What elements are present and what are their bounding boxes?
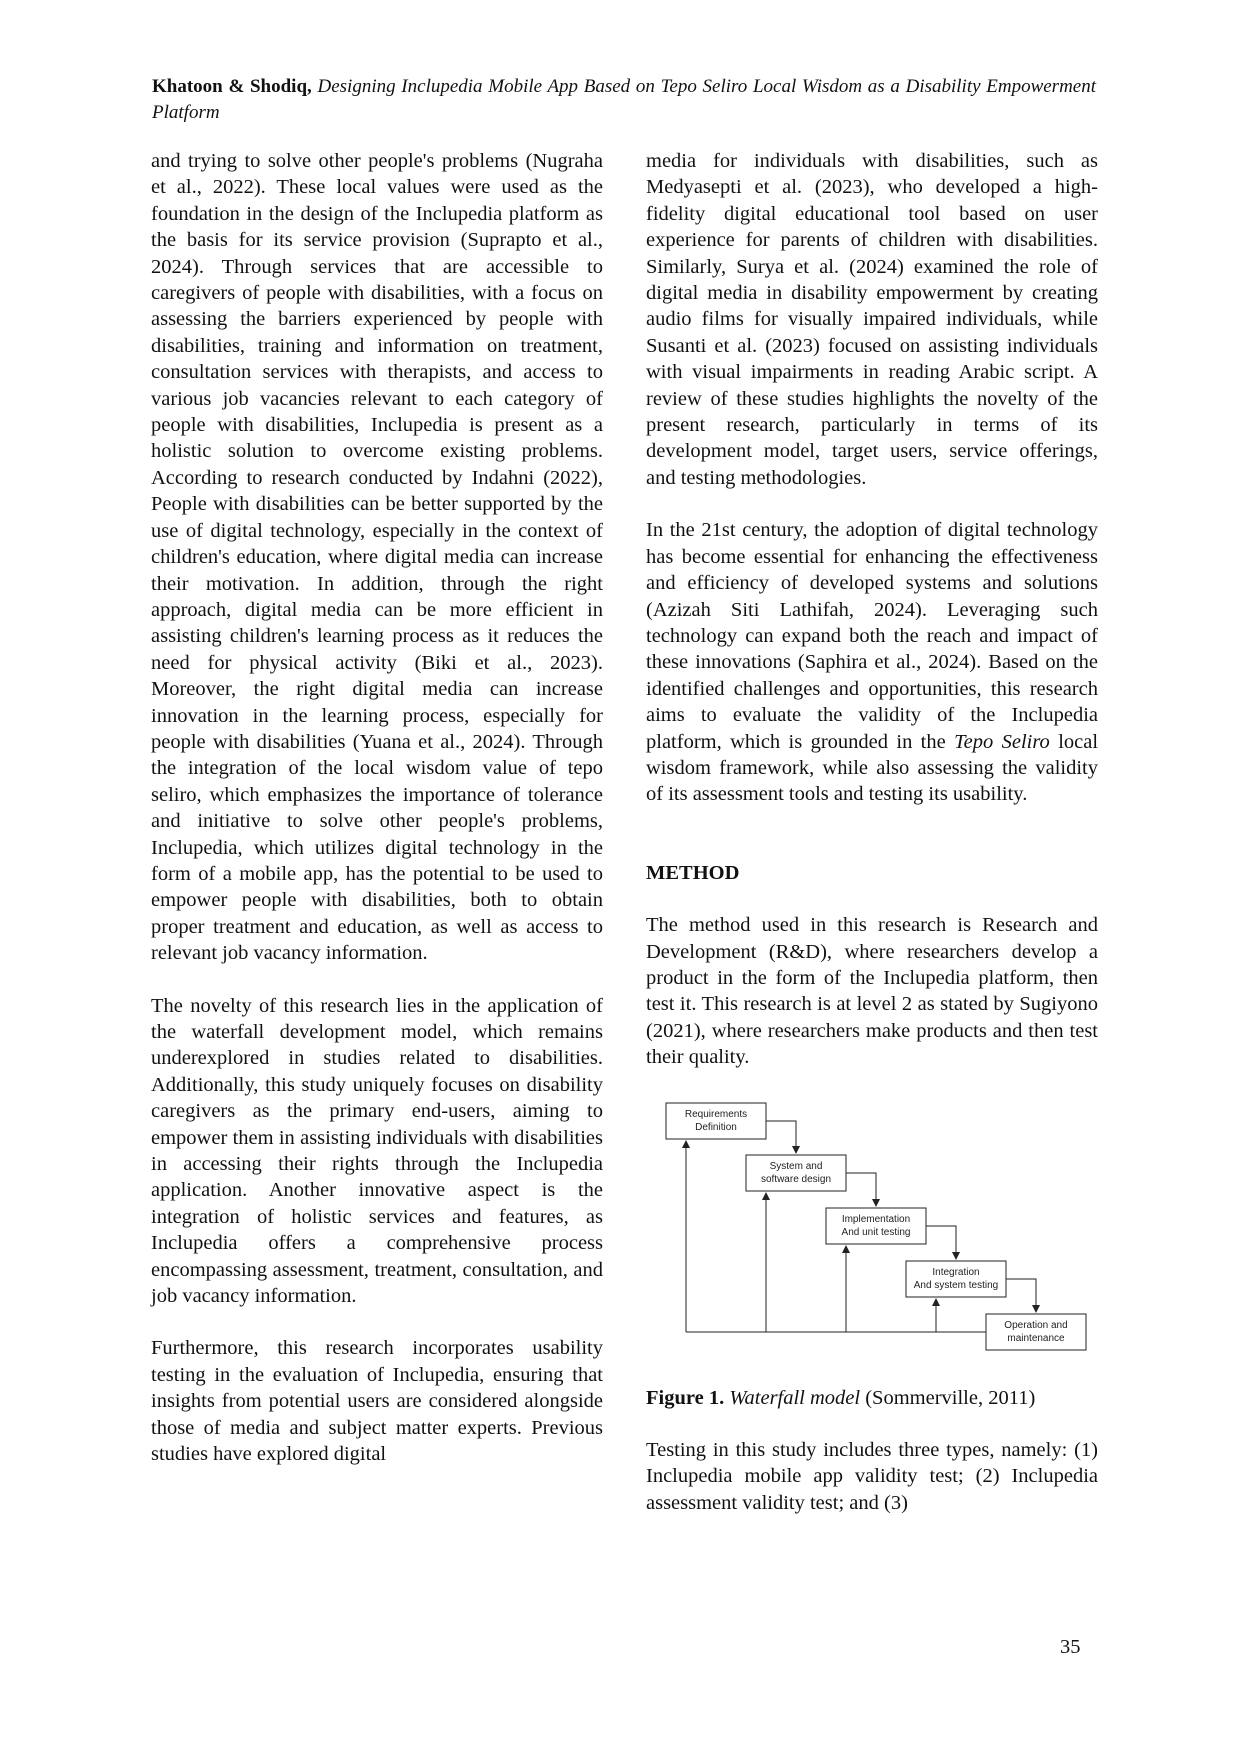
step-2-line-2: software design (760, 1173, 832, 1185)
tepo-seliro-term: Tepo Seliro (954, 730, 1050, 753)
step-5-line-1: Operation and (1004, 1319, 1068, 1331)
header-title: Designing Inclupedia Mobile App Based on Tepo Seliro Local Wisdom as a Disability Empowerment Platform (152, 76, 1097, 123)
step-3-line-1: Implementation (841, 1213, 911, 1225)
step-1-line-2: Definition (695, 1121, 737, 1133)
right-paragraph-4: Testing in this study includes three types, namely: (1) Inclupedia mobile app validity test; (2) Inclupedia assessment validity test; and (3) (646, 1439, 1098, 1514)
left-paragraph-2: The novelty of this research lies in the application of the waterfall development model, which remains underexplored in studies related to disabilities. Additionally, this study uniquely focuses on disability caregivers as the primary end-users, aiming to empower them in assisting individuals with disabilities in accessing their rights through the Inclupedia application. Another innovative aspect is the integration of holistic services and features, as Inclupedia offers a comprehensive process encompassing assessment, treatment, consultation, and job vacancy information. (151, 994, 603, 1308)
right-column (646, 148, 1098, 1516)
step-1-line-1: Requirements (684, 1108, 748, 1120)
caption-title: Waterfall model (729, 1386, 861, 1409)
step-box-5 (986, 1314, 1086, 1350)
right-paragraph-2-end: local wisdom framework, while also assessing the validity of its assessment tools and testing its usability. (646, 730, 1099, 806)
step-box-4 (906, 1261, 1006, 1297)
waterfall-diagram-svg (646, 1093, 1098, 1373)
step-3-line-2: And unit testing (841, 1226, 911, 1238)
left-paragraph-1: and trying to solve other people's problems (Nugraha et al., 2022). These local values were used as the foundation in the design of the Inclupedia platform as the basis for its service provision (Suprapto et al., 2024). Through services that are accessible to caregivers of people with disabilities, with a focus on assessing the barriers experienced by people with disabilities, training and information on treatment, consultation services with therapists, and access to various job vacancies relevant to each category of people with disabilities, Inclupedia is present as a holistic solution to overcome existing problems. According to research conducted by Indahni (2022), People with disabilities can be better supported by the use of digital technology, especially in the context of children's education, where digital media can increase their motivation. In addition, through the right approach, digital media can be more efficient in assisting children's learning process as it reduces the need for physical activity (Biki et al., 2023). Moreover, the right digital media can increase innovation in the learning process, especially for people with disabilities (Yuana et al., 2024). Through the integration of the local wisdom value of tepo seliro, which emphasizes the importance of tolerance and initiative to solve other people's problems, Inclupedia, which utilizes digital technology in the form of a mobile app, has the potential to be used to empower people with disabilities, both to obtain proper treatment and education, as well as access to relevant job vacancy information. (151, 150, 603, 965)
step-4-line-2: And system testing (913, 1279, 999, 1291)
waterfall-diagram (646, 1093, 1098, 1373)
arrow-2-to-3 (846, 1173, 876, 1206)
right-paragraph-2-start: In the 21st century, the adoption of digital technology has become essential for enhancing the effectiveness and efficiency of developed systems and solutions (Azizah Siti Lathifah, 2024). Leveraging such technology can expand both the reach and impact of these innovations (Saphira et al., 2024). Based on the identified challenges and opportunities, this research aims to evaluate the validity of the Inclupedia platform, which is grounded in the (646, 519, 1098, 753)
right-paragraph-3: The method used in this research is Research and Development (R&D), where researchers develop a product in the form of the Inclupedia platform, then test it. This research is at level 2 as stated by Sugiyono (2021), where researchers make products and then test their quality. (646, 914, 1098, 1069)
figure-caption (646, 1385, 1098, 1411)
left-column (151, 148, 603, 1468)
left-paragraph-3: Furthermore, this research incorporates usability testing in the evaluation of Inclupedia, ensuring that insights from potential users are considered alongside those of media and subject matter experts. Previous studies have explored digital (151, 1337, 603, 1466)
page-number: 35 (1060, 1636, 1081, 1658)
step-box-1 (666, 1103, 766, 1139)
right-paragraph-1: media for individuals with disabilities, such as Medyasepti et al. (2023), who developed a high-fidelity digital educational tool based on user experience for parents of children with disabilities. Similarly, Surya et al. (2024) examined the role of digital media in disability empowerment by creating audio films for visually impaired individuals, while Susanti et al. (2023) focused on assisting individuals with visual impairments in reading Arabic script. A review of these studies highlights the novelty of the present research, particularly in terms of its development model, target users, service offerings, and testing methodologies. (646, 150, 1098, 489)
step-box-2 (746, 1155, 846, 1191)
arrow-3-to-4 (926, 1226, 956, 1259)
header-authors: Khatoon & Shodiq, (152, 76, 312, 97)
method-heading: METHOD (646, 861, 740, 884)
right-paragraph-2 (646, 517, 1098, 807)
running-header (152, 74, 1096, 126)
caption-label: Figure 1. (646, 1386, 725, 1409)
step-4-line-1: Integration (932, 1266, 980, 1278)
step-box-3 (826, 1208, 926, 1244)
caption-source: (Sommerville, 2011) (865, 1386, 1036, 1409)
step-2-line-1: System and (769, 1160, 823, 1172)
step-5-line-2: maintenance (1007, 1332, 1065, 1344)
arrow-1-to-2 (766, 1121, 796, 1153)
arrow-4-to-5 (1006, 1279, 1036, 1312)
